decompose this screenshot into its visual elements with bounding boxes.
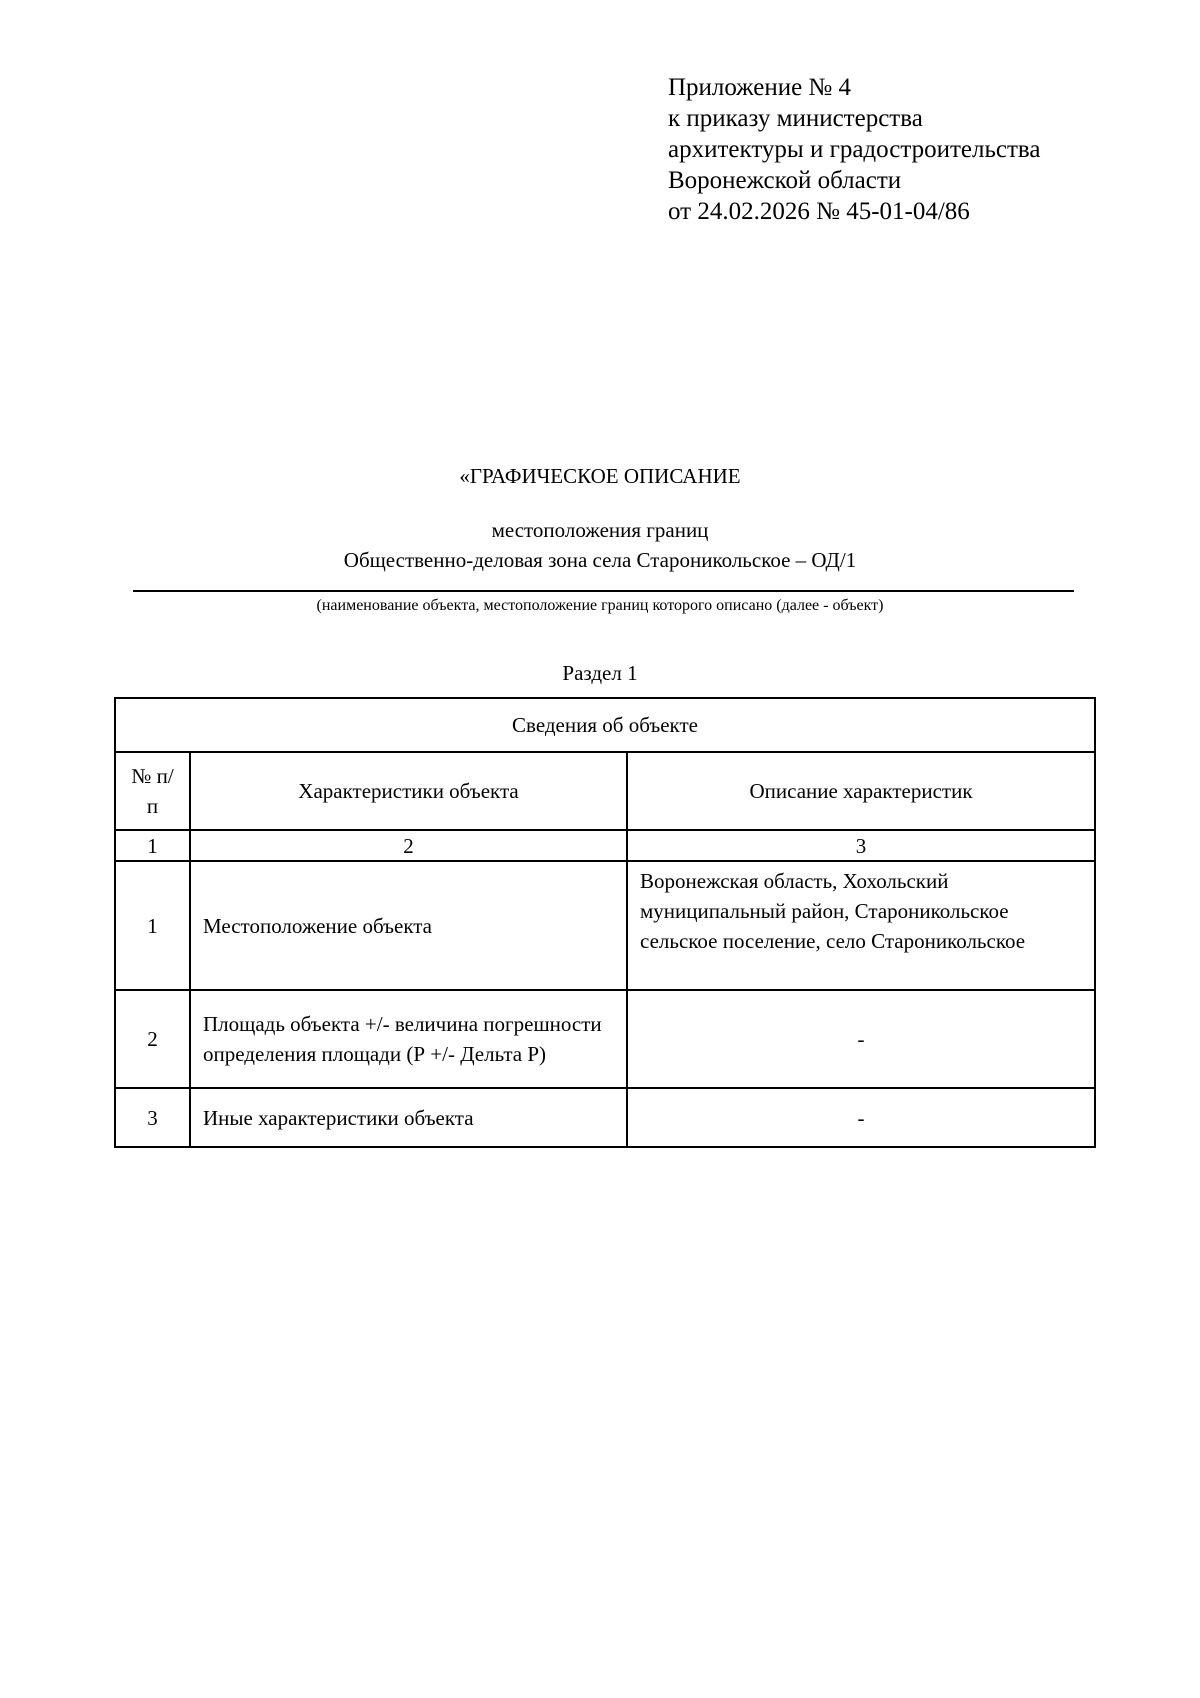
appendix-line: от 24.02.2026 № 45-01-04/86 [668,198,970,225]
row-number: 3 [115,1088,190,1147]
appendix-line: архитектуры и градостроительства [668,136,1041,163]
table-columns-row [115,752,1095,830]
table-header-row [115,698,1095,752]
object-name: Общественно-деловая зона села Староникольское – ОД/1 [343,548,857,572]
row-description: Воронежская область, Хохольский муниципальный район, Староникольское сельское поселение, село Староникольское [627,861,1095,990]
row-number: 1 [115,861,190,990]
row-characteristic: Местоположение объекта [190,861,627,990]
column-index: 2 [190,830,627,861]
appendix-line: Приложение № 4 [668,74,852,101]
appendix-block [668,72,1040,227]
appendix-line: к приказу министерства [668,105,923,132]
row-characteristic: Иные характеристики объекта [190,1088,627,1147]
object-name-underline [133,590,1074,592]
row-description: - [627,1088,1095,1147]
column-header-characteristic: Характеристики объекта [190,752,627,830]
column-index: 1 [115,830,190,861]
table-column-index-row [115,830,1095,861]
row-description: - [627,990,1095,1088]
table-header: Сведения об объекте [115,698,1095,752]
table-row [115,990,1095,1088]
object-info-table [114,697,1096,1148]
table-row [115,1088,1095,1147]
column-header-description: Описание характеристик [627,752,1095,830]
table-row [115,861,1095,990]
section-title: Раздел 1 [562,661,638,685]
column-index: 3 [627,830,1095,861]
row-number: 2 [115,990,190,1088]
appendix-line: Воронежской области [668,167,902,194]
object-name-caption: (наименование объекта, местоположение границ которого описано (далее - объект) [316,597,884,614]
document-title: «ГРАФИЧЕСКОЕ ОПИСАНИЕ [459,464,741,488]
document-subtitle: местоположения границ [491,518,709,542]
column-header-number: № п/п [115,752,190,830]
row-characteristic: Площадь объекта +/- величина погрешности определения площади (Р +/- Дельта Р) [190,990,627,1088]
